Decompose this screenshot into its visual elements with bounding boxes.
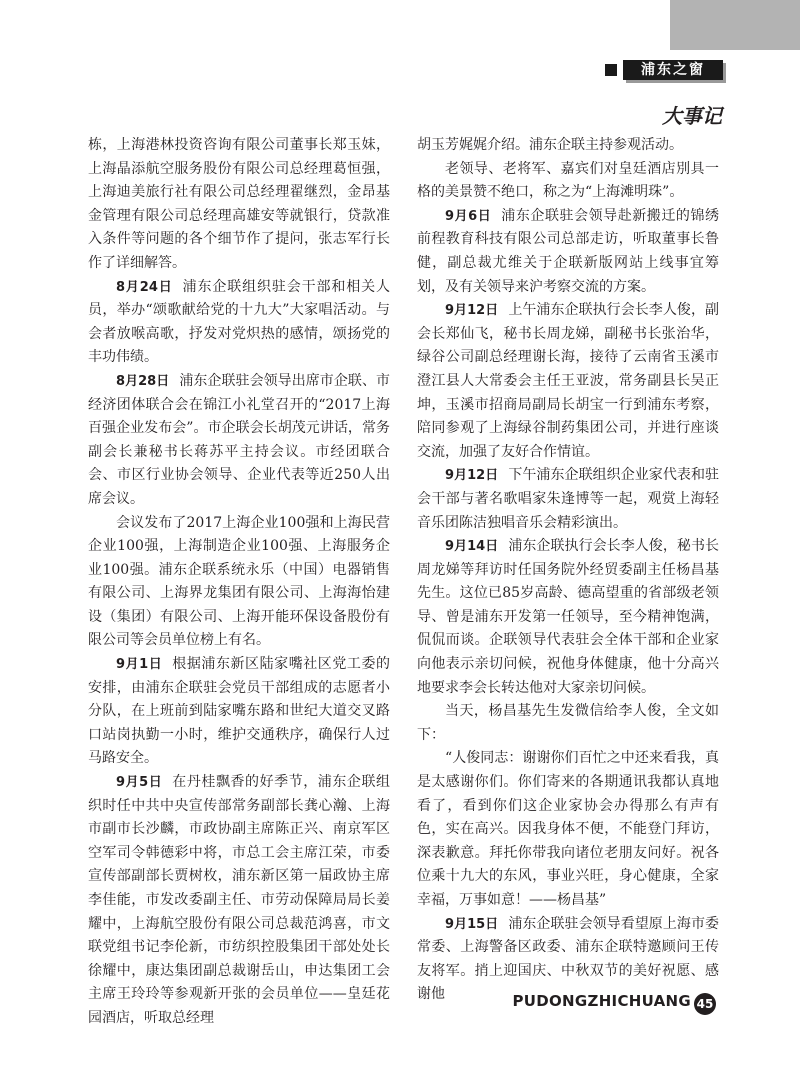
paragraph <box>417 747 719 912</box>
entry-text: 浦东企联驻会领导赴新搬迁的锦绣前程教育科技有限公司总部走访，听取董事长鲁健，副总裁尤维关于企联新版网站上线事宜筹划，及有关领导来沪考察交流的方案。 <box>417 207 720 295</box>
paragraph <box>88 276 390 370</box>
entry-date: 9月5日 <box>116 775 163 791</box>
entry-date: 8月28日 <box>116 373 170 389</box>
paragraph <box>417 134 719 158</box>
corner-decoration <box>670 0 800 50</box>
paragraph <box>417 158 719 205</box>
entry-text: 上午浦东企联执行会长李人俊，副会长郑仙飞，秘书长周龙娣，副秘书长张治华，绿谷公司副总经理谢长海，接待了云南省玉溪市澄江县人大常委会主任王亚波，常务副县长吴正坤，玉溪市招商局副局长胡宝一行到浦东考察，陪同参观了上海绿谷制药集团公司，并进行座谈交流，加强了友好合作情谊。 <box>417 302 719 460</box>
paragraph <box>417 205 719 299</box>
entry-text: 老领导、老将军、嘉宾们对皇廷酒店別具一格的美景赞不绝口，称之为“上海滩明珠”。 <box>417 160 719 201</box>
entry-text: 浦东企联驻会领导出席市企联、市经济团体联合会在锦江小礼堂召开的“2017上海百强企业发布会”。市企联会长胡茂元讲话，常务副会长兼秘书长蒋苏平主持会议。市经团联合会、市区行业协会领导、企业代表等近250人出席会议。 <box>88 372 390 507</box>
entry-date: 9月15日 <box>445 916 499 932</box>
section-tab: 浦东之窗 <box>623 60 723 80</box>
entry-text: 下午浦东企联组织企业家代表和驻会干部与著名歌唱家朱逢博等一起，观赏上海轻音乐团陈洁独唱音乐会精彩演出。 <box>417 467 719 531</box>
paragraph <box>417 464 719 535</box>
section-title: 大事记 <box>662 104 722 128</box>
entry-text: 浦东企联驻会领导看望原上海市委常委、上海警备区政委、浦东企联特邀顾问王传友将军。捎上迎国庆、中秋双节的美好祝愿、感谢他 <box>417 915 719 1003</box>
entry-date: 9月12日 <box>445 468 499 484</box>
paragraph <box>417 299 719 464</box>
paragraph <box>88 512 390 654</box>
entry-text: 当天，杨昌基先生发微信给李人俊，全文如下： <box>417 703 719 743</box>
paragraph <box>417 535 719 700</box>
left-column <box>88 134 390 1031</box>
entry-text: 会议发布了2017上海企业100强和上海民营企业100强，上海制造企业100强、上海服务企业100强。浦东企联系统永乐（中国）电器销售有限公司、上海界龙集团有限公司、上海海怡建设（集团）有限公司、上海开能环保设备股份有限公司等会员单位榜上有名。 <box>88 514 390 649</box>
entry-date: 9月1日 <box>116 657 163 673</box>
entry-text: 在丹桂飘香的好季节，浦东企联组织时任中共中央宣传部常务副部长龚心瀚、上海市副市长沙麟，市政协副主席陈正兴、南京军区空军司令韩德彩中将，市总工会主席江荣，市委宣传部副部长贾树枚，浦东新区第一届政协主席李佳能，市发改委副主任、市劳动保障局局长姜耀中，上海航空股份有限公司总裁范鸿喜，市文联党组书记李伦新，市纺织控股集团干部处处长徐耀中，康达集团副总裁谢岳山，申达集团工会主席王玲玲等参观新开张的会员单位——皇廷花园酒店，听取总经理 <box>88 774 391 1026</box>
paragraph <box>88 653 390 771</box>
page-number: 45 <box>694 993 716 1015</box>
paragraph <box>417 700 719 747</box>
entry-date: 9月12日 <box>445 303 499 319</box>
paragraph <box>88 370 390 512</box>
entry-text: 胡玉芳娓娓介绍。浦东企联主持参观活动。 <box>417 137 683 153</box>
entry-text: “人俊同志：谢谢你们百忙之中还来看我，真是太感谢你们。你们寄来的各期通讯我都认真地看了，看到你们这企业家协会办得那么有声有色，实在高兴。因我身体不便，不能登门拜访，深表歉意。拜托你带我向诸位老朋友问好。祝各位乘十九大的东风，事业兴旺，身心健康，全家幸福，万事如意！——杨昌基” <box>417 750 719 908</box>
entry-text: 栋，上海港林投资咨询有限公司董事长郑玉妹，上海晶添航空服务股份有限公司总经理葛恒强，上海迪美旅行社有限公司总经理翟继烈，金昂基金管理有限公司总经理高雄安等就银行，贷款准入条件等问题的各个细节作了提问，张志军行长作了详细解答。 <box>88 137 390 271</box>
entry-text: 浦东企联执行会长李人俊，秘书长周龙娣等拜访时任国务院外经贸委副主任杨昌基先生。这位已85岁高龄、德高望重的省部级老领导、曾是浦东开发第一任领导，至今精神饱满，侃侃而谈。企联领导代表驻会全体干部和企业家向他表示亲切问候，祝他身体健康，他十分高兴地要求李会长转达他对大家亲切问候。 <box>417 538 719 696</box>
entry-text: 根据浦东新区陆家嘴社区党工委的安排，由浦东企联驻会党员干部组成的志愿者小分队，在上班前到陆家嘴东路和世纪大道交叉路口站岗执勤一小时，维护交通秩序，确保行人过马路安全。 <box>88 656 391 767</box>
entry-date: 8月24日 <box>116 279 173 295</box>
paragraph <box>88 134 390 276</box>
paragraph <box>88 771 390 1031</box>
entry-date: 9月6日 <box>445 208 492 224</box>
entry-date: 9月14日 <box>445 539 499 555</box>
footer-brand: PUDONGZHICHUANG <box>503 992 691 1010</box>
right-column <box>417 134 719 1007</box>
entry-text: 浦东企联组织驻会干部和相关人员，举办“颂歌献给党的十九大”大家唱活动。与会者放喉高歌，抒发对党炽热的感情，颂扬党的丰功伟绩。 <box>88 278 391 366</box>
